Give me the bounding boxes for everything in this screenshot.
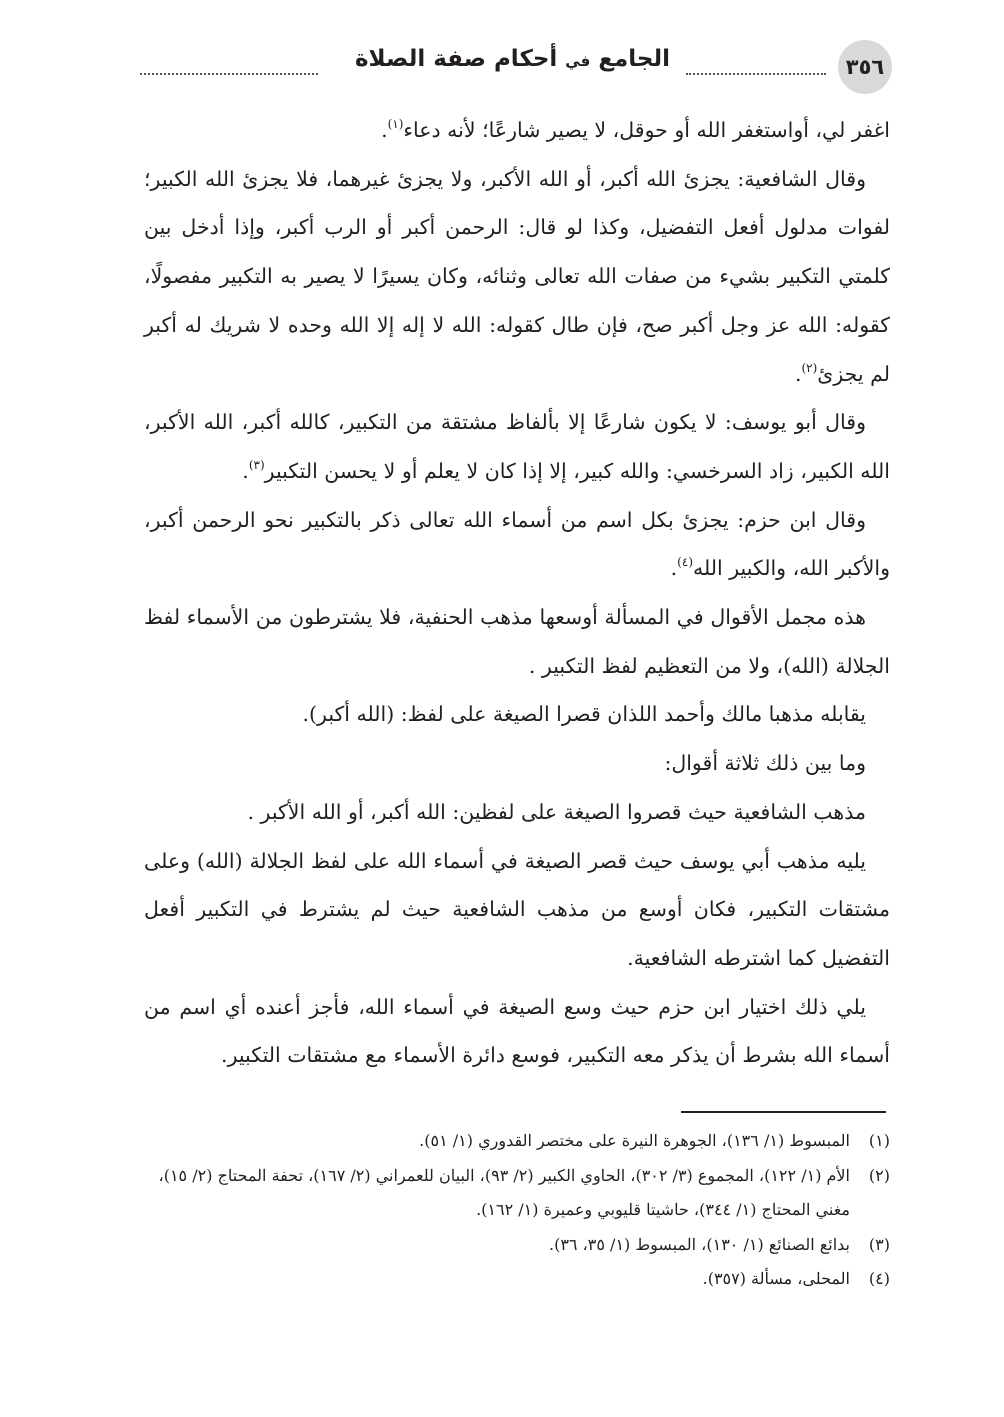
paragraph-text: . (670, 556, 678, 581)
header-dotted-leader-right (686, 73, 826, 75)
paragraph-text: وما بين ذلك ثلاثة أقوال: (664, 751, 866, 776)
footnote-item (144, 1228, 890, 1263)
footnote-number: (١) (868, 1131, 890, 1150)
footnotes (144, 1124, 890, 1297)
paragraph (144, 788, 890, 837)
paragraph-text: يليه مذهب أبي يوسف حيث قصر الصيغة في أسماء الله على لفظ الجلالة (الله) وعلى مشتقات التكبير، فكان أوسع من مذهب الشافعية حيث لم يشترط في التكبير أفعل التفضيل كما اشترطه الشافعية. (144, 848, 890, 970)
paragraph-text: . (242, 458, 249, 483)
paragraph (144, 690, 890, 739)
paragraph-text: هذه مجمل الأقوال في المسألة أوسعها مذهب الحنفية، فلا يشترطون من الأسماء لفظ الجلالة (الله)، ولا من التعظيم لفظ التكبير . (144, 605, 890, 678)
paragraph-text: يقابله مذهبا مالك وأحمد اللذان قصرا الصيغة على لفظ: (الله أكبر). (302, 702, 866, 727)
footnote-number: (٣) (868, 1234, 890, 1254)
footnote-reference: (٢) (801, 360, 818, 375)
running-title (355, 46, 670, 72)
header-dotted-leader-left (140, 73, 318, 75)
paragraph-text: وقال أبو يوسف: لا يكون شارعًا إلا بألفاظ مشتقة من التكبير، كالله أكبر، الله الأكبر، الله الكبير، زاد السرخسي: والله كبير، إلا إذا كان لا يعلم أو لا يحسن التكبير (144, 410, 890, 483)
footnote-text: بدائع الصنائع (١/ ١٣٠)، المبسوط (١/ ٣٥، ٣٦). (549, 1234, 850, 1254)
footnote-text: الأم (١/ ١٢٢)، المجموع (٣/ ٣٠٢)، الحاوي الكبير (٢/ ٩٣)، البيان للعمراني (٢/ ١٦٧)، تحفة المحتاج (٢/ ١٥)، مغني المحتاج (١/ ٣٤٤)، حاشيتا قليوبي وعميرة (١/ ١٦٢). (158, 1165, 850, 1219)
running-title-connector: في (565, 52, 591, 70)
paragraph (144, 155, 890, 399)
paragraph-text: وقال الشافعية: يجزئ الله أكبر، أو الله الأكبر، ولا يجزئ غيرهما، فلا يجزئ الله الكبير؛ لفوات مدلول أفعل التفضيل، وكذا لو قال: الرحمن أكبر أو الرب أكبر، وإذا أدخل بين كلمتي التكبير بشيء من صفات الله تعالى وثنائه، وكان يسيرًا لا يصير به التكبير مفصولًا، كقوله: الله عز وجل أكبر صح، فإن طال كقوله: الله لا إله إلا الله وحده لا شريك له أكبر لم يجزئ (144, 166, 890, 386)
paragraph-text: مذهب الشافعية حيث قصروا الصيغة على لفظين: الله أكبر، أو الله الأكبر . (247, 799, 866, 824)
paragraph-text: يلي ذلك اختيار ابن حزم حيث وسع الصيغة في أسماء الله، فأجز أعنده أي اسم من أسماء الله بشرط أن يذكر معه التكبير، فوسع دائرة الأسماء مع مشتقات التكبير. (144, 994, 890, 1068)
paragraph (144, 496, 890, 593)
footnote-text: المحلى، مسألة (٣٥٧). (702, 1269, 850, 1288)
running-title-main: الجامع (598, 46, 670, 72)
paragraph-text: وقال ابن حزم: يجزئ بكل اسم من أسماء الله تعالى ذكر بالتكبير نحو الرحمن أكبر، والأكبر الله، والكبير الله (144, 507, 890, 581)
paragraph (144, 837, 890, 983)
page-number: ٣٥٦ (845, 55, 885, 79)
page-number-badge (838, 40, 892, 94)
paragraph-text: اغفر لي، أواستغفر الله أو حوقل، لا يصير شارعًا؛ لأنه دعاء (403, 118, 890, 142)
footnote-number: (٢) (868, 1165, 890, 1185)
footnote-item (144, 1262, 890, 1297)
paragraph (144, 398, 890, 495)
footnote-separator (681, 1111, 886, 1113)
running-header (140, 40, 892, 104)
paragraph-text: . (381, 118, 388, 142)
running-title-rest: أحكام صفة الصلاة (354, 46, 558, 72)
paragraph (144, 739, 890, 788)
footnote-reference: (٣) (248, 457, 265, 472)
paragraph (144, 983, 890, 1080)
paragraph (144, 593, 890, 690)
footnote-reference: (١) (387, 117, 404, 131)
paragraph-text: . (794, 361, 802, 386)
footnote-reference: (٤) (677, 555, 693, 570)
footnote-item (144, 1124, 890, 1159)
footnote-item (144, 1159, 890, 1228)
paragraph (144, 106, 890, 155)
footnote-text: المبسوط (١/ ١٣٦)، الجوهرة النيرة على مختصر القدوري (١/ ٥١). (419, 1131, 850, 1150)
footnote-number: (٤) (868, 1269, 890, 1288)
main-text (144, 106, 890, 1080)
